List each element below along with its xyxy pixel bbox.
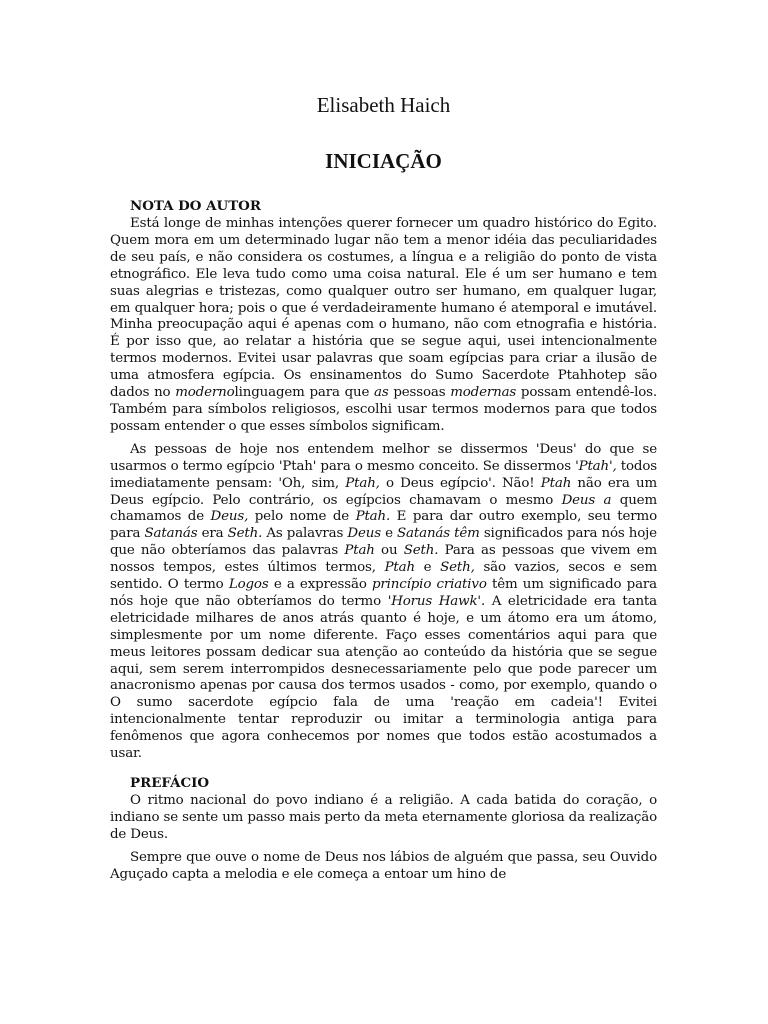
text-run: Sempre que ouve o nome de Deus nos lábios de alguém que passa, seu Ouvido Aguçado capta a melodia e ele começa a entoar um hino de xyxy=(110,849,657,882)
text-run: A eletricidade era tanta eletricidade milhares de anos atrás quanto é hoje, e um átomo era um átomo, simplesmente por um nome diferente. Faço esses comentários aqui para que meus leitores possam dedicar sua atenção ao conteúdo da história que se segue aqui, sem serem interrompidos desnecessariamente pelo que pode parecer um anacronismo apenas por causa dos termos usados - como, por exemplo, quando o O sumo sacerdote egípcio fala de uma 'reação em cadeia'! Evitei intencionalmente tentar reproduzir ou imitar a terminologia antiga para fenômenos que agora conhecemos por nomes que todos estão acostumados a usar. xyxy=(110,593,657,762)
italic-text: Ptah xyxy=(540,475,572,491)
text-run: e a expressão xyxy=(268,577,372,593)
text-run: têm um significado para nós hoje que não obteríamos do termo xyxy=(110,577,658,609)
body-paragraph xyxy=(110,442,657,763)
text-run: O ritmo nacional do povo indiano é a religião. A cada batida do coração, o indiano se sente um passo mais perto da meta eternamente gloriosa da realização de Deus. xyxy=(110,793,657,842)
text-run: As pessoas de hoje nos entendem melhor se dissermos 'Deus' do que se usarmos o termo egípcio 'Ptah' para o mesmo conceito. Se dissermos xyxy=(110,441,657,474)
italic-text: Satanás têm xyxy=(397,526,480,542)
document-body xyxy=(110,198,657,884)
italic-text: modernas xyxy=(450,385,517,401)
text-run: o Deus egípcio'. Não! xyxy=(379,475,541,491)
text-run: era xyxy=(197,526,228,542)
italic-text: 'Horus Hawk'. xyxy=(387,593,486,609)
italic-text: Seth. xyxy=(403,543,439,559)
text-run: e xyxy=(380,526,398,542)
text-run: pessoas xyxy=(388,385,451,401)
body-paragraph xyxy=(110,216,657,436)
document-title: INICIAÇÃO xyxy=(325,149,442,173)
text-run: significados para nós hoje que não obteríamos das palavras xyxy=(110,526,657,559)
italic-text: Ptah xyxy=(384,560,415,576)
italic-text: Deus, xyxy=(210,509,249,525)
text-run: Está longe de minhas intenções querer fornecer um quadro histórico do Egito. Quem mora em um determinado lugar não tem a menor idéia das peculiaridades de seu país, e não considera os costumes, a língua e a religião do ponto de vista etnográfico. Ele leva tudo como uma coisa natural. Ele é um ser humano e tem suas alegrias e tristezas, como qualquer outro ser humano, em qualquer lugar, em qualquer hora; pois o que é verdadeiramente humano é atemporal e imutável. Minha preocupação aqui é apenas com o humano, não com etnografia e história. É por isso que, ao relatar a história que se segue aqui, usei intencionalmente termos modernos. Evitei usar palavras que soam egípcias para criar a ilusão de uma atmosfera egípcia. Os ensinamentos do Sumo Sacerdote Ptahhotep são dados no xyxy=(110,216,657,401)
text-run: Para as pessoas que vivem em nossos tempos, estes últimos termos, xyxy=(110,543,657,576)
body-paragraph xyxy=(110,850,657,884)
text-run: E para dar outro exemplo, seu termo para xyxy=(110,509,657,542)
text-run: ou xyxy=(374,543,404,559)
document-page xyxy=(110,92,657,890)
section-heading: NOTA DO AUTOR xyxy=(130,198,261,214)
body-paragraph xyxy=(110,793,657,844)
italic-text: Ptah, xyxy=(345,475,380,491)
italic-text: Seth. xyxy=(227,526,263,542)
author-name: Elisabeth Haich xyxy=(316,93,451,117)
text-run: quem chamamos de xyxy=(110,492,658,525)
text-run: todos imediatamente pensam: 'Oh, sim, xyxy=(110,458,657,491)
italic-text: Satanás xyxy=(144,526,198,542)
italic-text: Deus a xyxy=(561,492,612,508)
italic-text: Seth, xyxy=(440,560,475,576)
text-run: As palavras xyxy=(262,526,348,542)
italic-text: Ptah. xyxy=(355,509,391,525)
section-heading: PREFÁCIO xyxy=(130,775,210,791)
italic-text: Deus xyxy=(347,526,381,542)
text-run: pelo nome de xyxy=(248,509,356,525)
text-run: não era um Deus egípcio. Pelo contrário, os egípcios chamavam o mesmo xyxy=(110,475,658,508)
italic-text: as xyxy=(374,385,389,401)
italic-text: moderno xyxy=(175,385,235,401)
text-run: são vazios, secos e sem sentido. O termo xyxy=(110,560,657,593)
text-run: possam entendê-los. Também para símbolos religiosos, escolhi usar termos modernos para que todos possam entender o que esses símbolos significam. xyxy=(110,385,657,434)
text-run: linguagem para que xyxy=(234,385,375,401)
text-run: e xyxy=(414,560,441,576)
italic-text: 'Ptah', xyxy=(575,458,617,474)
italic-text: princípio criativo xyxy=(372,577,487,593)
italic-text: Ptah xyxy=(344,543,375,559)
italic-text: Logos xyxy=(228,577,269,593)
